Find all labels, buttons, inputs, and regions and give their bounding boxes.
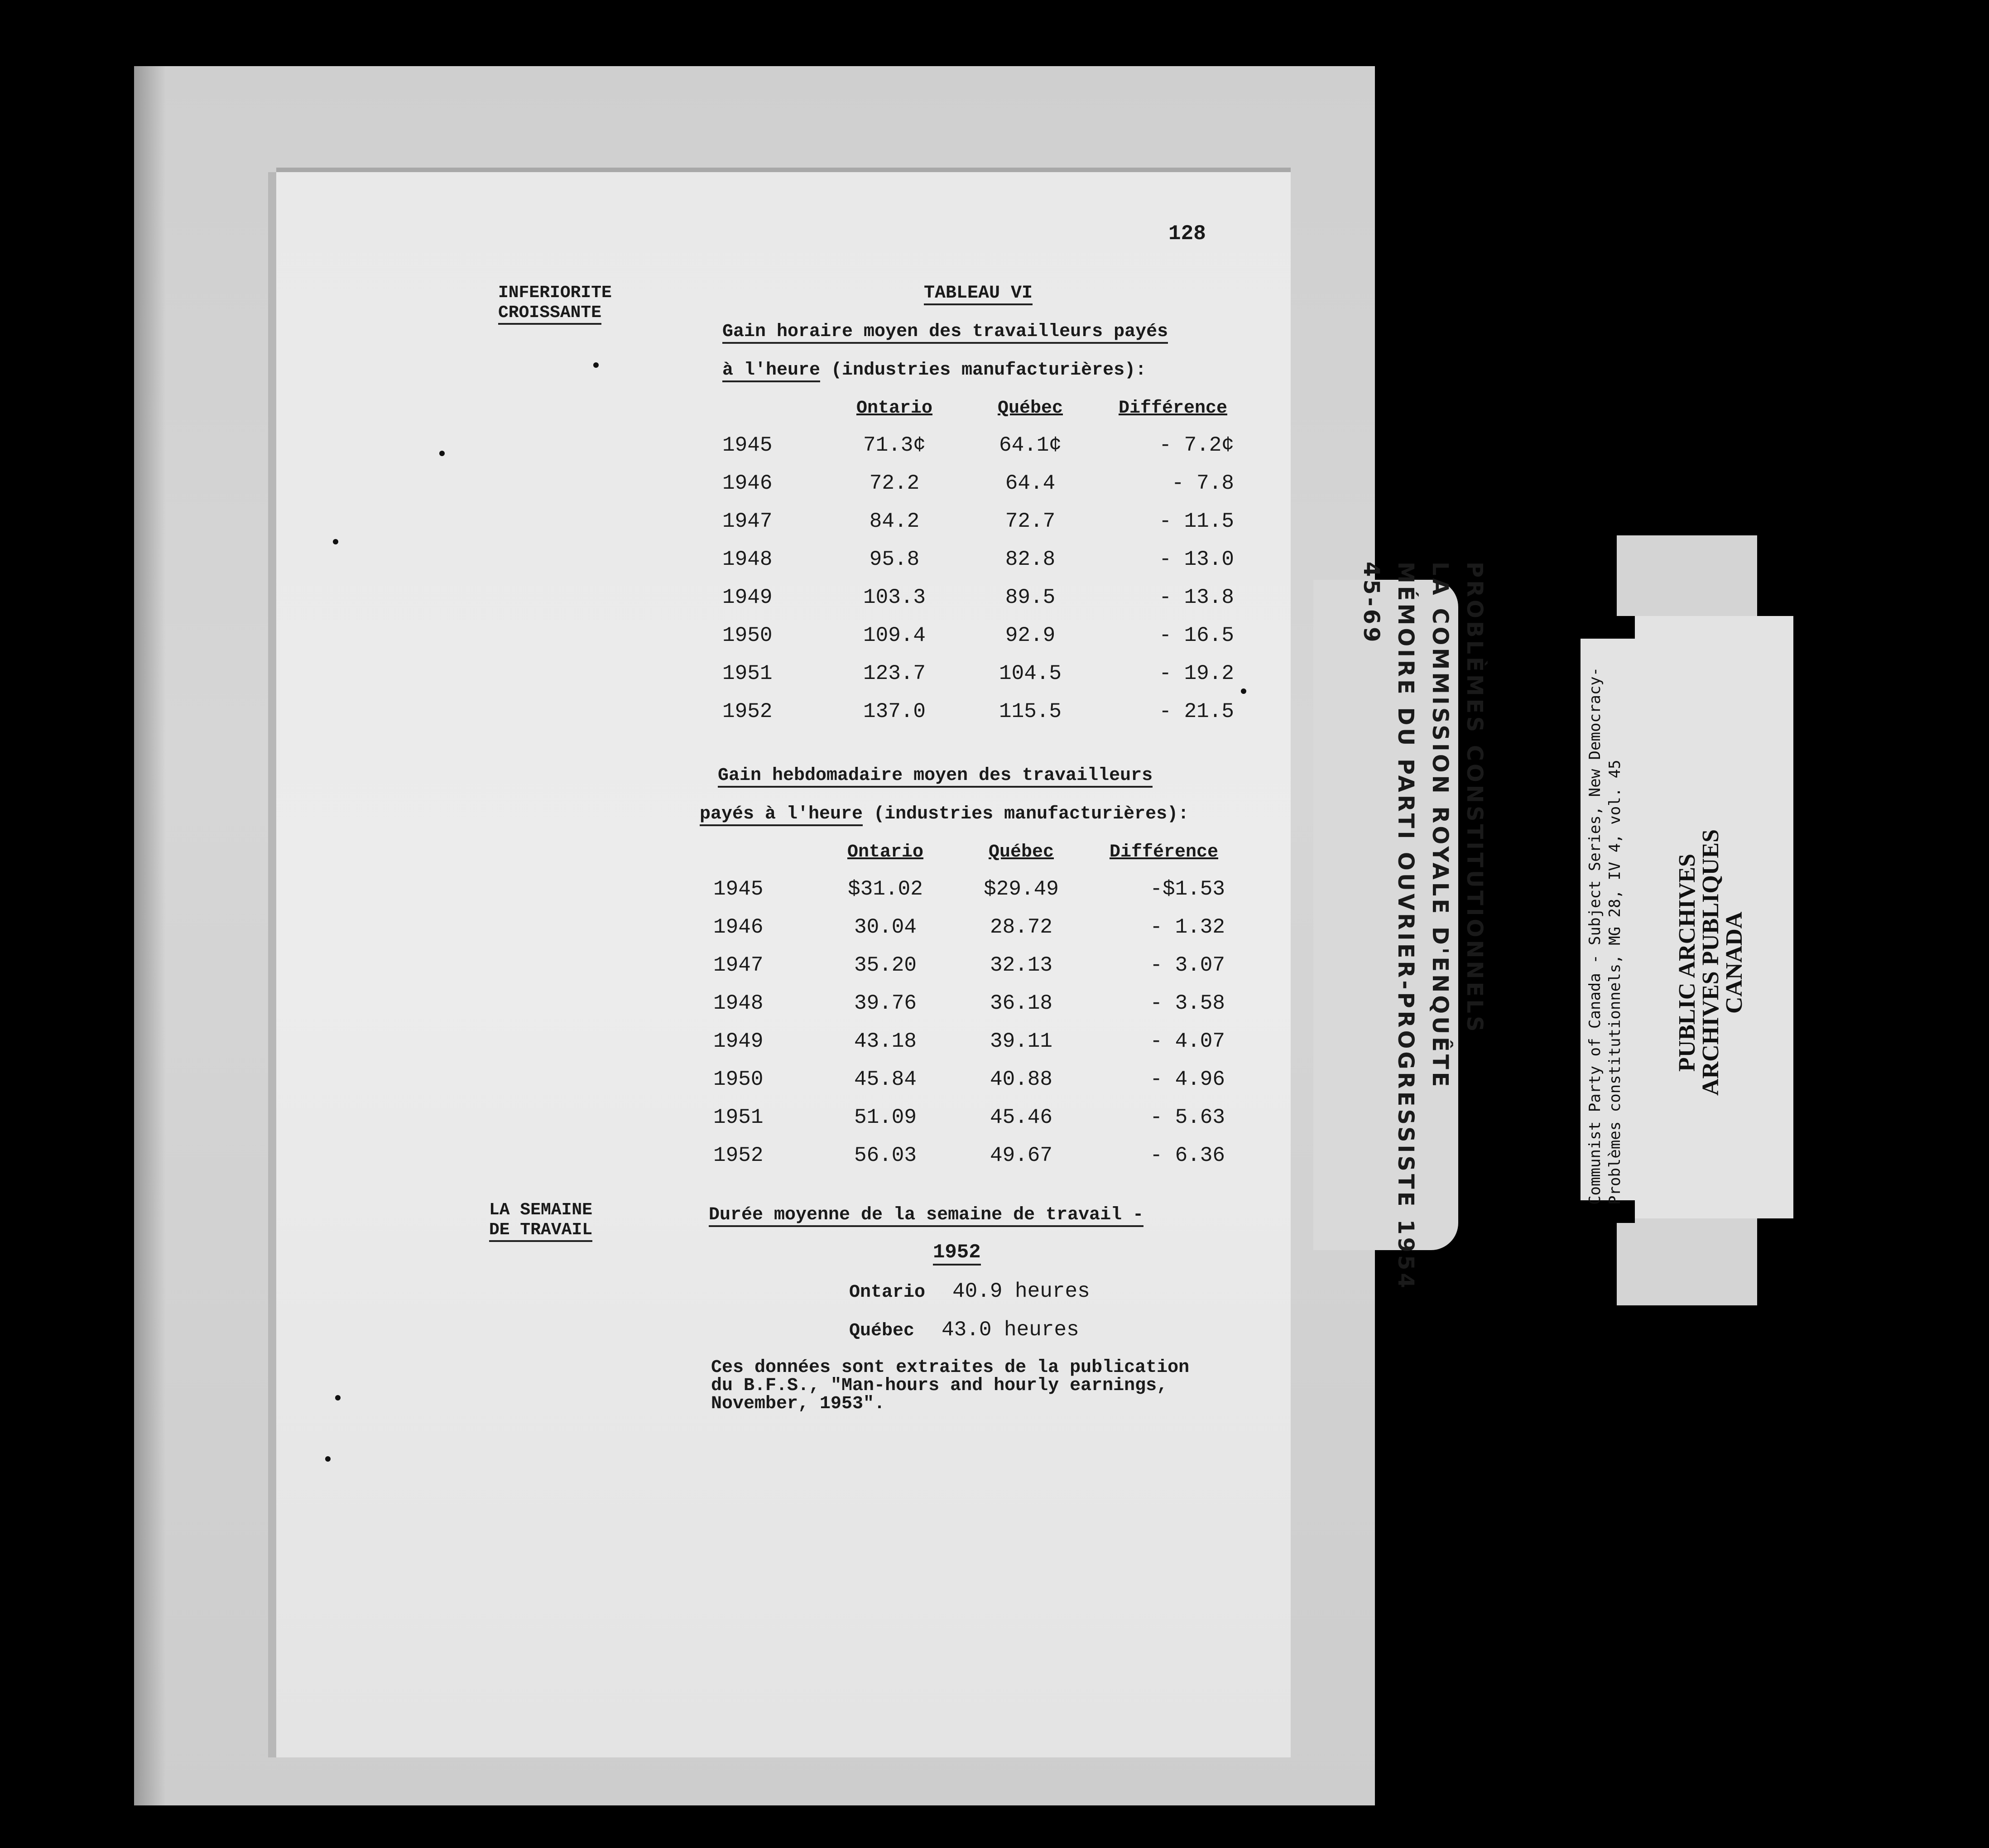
tab-handwriting [1354, 562, 1492, 1291]
workweek-heading-text: Durée moyenne de la semaine de travail - [709, 1205, 1143, 1227]
archive-reference [1585, 643, 1625, 1205]
cell-diff: - 13.8 [1159, 586, 1234, 609]
cell-quebec: 89.5 [1005, 586, 1056, 609]
cell-quebec: $29.49 [984, 877, 1059, 901]
cell-year: 1948 [722, 548, 773, 571]
cell-ontario: 51.09 [854, 1106, 917, 1129]
cell-diff: - 19.2 [1159, 662, 1234, 685]
workweek-label: Ontario [849, 1282, 926, 1303]
table-row [722, 426, 1248, 464]
archive-stamp [1676, 770, 1746, 1155]
table-row [722, 502, 1248, 540]
hourly-heading-line1 [722, 322, 1168, 342]
table-row [713, 984, 1239, 1022]
cell-ontario: 95.8 [869, 548, 920, 571]
cell-year: 1950 [722, 624, 773, 647]
cell-diff: -$1.53 [1150, 877, 1225, 901]
table-row [722, 654, 1248, 693]
cell-ontario: 71.3¢ [863, 433, 926, 457]
cell-ontario: 109.4 [863, 624, 926, 647]
header-difference: Différence [1118, 398, 1228, 419]
cell-year: 1947 [713, 953, 764, 977]
cell-ontario: 123.7 [863, 662, 926, 685]
cell-ontario: 103.3 [863, 586, 926, 609]
archive-stamp-line: CANADA [1721, 911, 1747, 1014]
table-row [722, 616, 1248, 654]
film-speck [1241, 688, 1246, 694]
cell-quebec: 82.8 [1005, 548, 1056, 571]
cell-year: 1951 [722, 662, 773, 685]
cell-year: 1945 [713, 877, 764, 901]
cell-quebec: 115.5 [999, 700, 1062, 723]
cell-ontario: 35.20 [854, 953, 917, 977]
table-row [713, 1022, 1239, 1060]
cell-diff: - 21.5 [1159, 700, 1234, 723]
cell-quebec: 40.88 [990, 1068, 1053, 1091]
table-row [722, 578, 1248, 616]
film-speck [333, 539, 338, 544]
cell-diff: - 5.63 [1150, 1106, 1225, 1129]
table-row [713, 1098, 1239, 1136]
archive-stamp-line: ARCHIVES PUBLIQUES [1698, 829, 1724, 1096]
side-note-line: LA SEMAINE [489, 1200, 593, 1220]
cell-quebec: 32.13 [990, 953, 1053, 977]
cell-ontario: 72.2 [869, 472, 920, 495]
cell-quebec: 64.4 [1005, 472, 1056, 495]
weekly-heading-rest: (industries manufacturières): [863, 804, 1189, 824]
tab-handwriting-line: 45-69 [1359, 562, 1384, 645]
cell-ontario: 84.2 [869, 510, 920, 533]
cell-quebec: 39.11 [990, 1030, 1053, 1053]
tab-handwriting-line: LA COMMISSION ROYALE D'ENQUÊTE [1427, 562, 1453, 1090]
film-speck [593, 362, 599, 368]
cell-quebec: 64.1¢ [999, 433, 1062, 457]
cell-diff: - 7.2¢ [1159, 433, 1234, 457]
side-note-line: INFERIORITE [498, 283, 612, 303]
weekly-heading-underlined: payés à l'heure [700, 804, 863, 826]
source-note [711, 1359, 1254, 1413]
cell-year: 1946 [722, 472, 773, 495]
hourly-heading-underlined: à l'heure [722, 360, 820, 382]
table-row [713, 1060, 1239, 1098]
film-edge-shadow [134, 66, 166, 1805]
cell-diff: - 11.5 [1159, 510, 1234, 533]
cell-year: 1950 [713, 1068, 764, 1091]
table-header-row [713, 840, 1239, 870]
header-ontario: Ontario [847, 842, 924, 862]
header-quebec: Québec [997, 398, 1063, 419]
hourly-heading-text: Gain horaire moyen des travailleurs payés [722, 322, 1168, 344]
cell-year: 1945 [722, 433, 773, 457]
cell-diff: - 7.8 [1171, 472, 1234, 495]
table-title: TABLEAU VI [924, 283, 1033, 305]
table-row [713, 870, 1239, 908]
header-difference: Différence [1109, 842, 1219, 862]
weekly-earnings-table [713, 840, 1239, 1174]
header-year [722, 396, 826, 426]
cell-year: 1946 [713, 915, 764, 939]
table-row [722, 693, 1248, 731]
table-row [722, 464, 1248, 502]
cell-diff: - 4.07 [1150, 1030, 1225, 1053]
side-note-line: DE TRAVAIL [489, 1220, 592, 1242]
cell-quebec: 92.9 [1005, 624, 1056, 647]
cell-year: 1951 [713, 1106, 764, 1129]
source-line: November, 1953". [711, 1394, 885, 1414]
cell-quebec: 36.18 [990, 991, 1053, 1015]
cell-ontario: 39.76 [854, 991, 917, 1015]
table-row [713, 946, 1239, 984]
tab-handwriting-line: MÉMOIRE DU PARTI OUVRIER-PROGRESSISTE 1954 [1393, 562, 1418, 1291]
cell-diff: - 6.36 [1150, 1144, 1225, 1167]
label-notch [1581, 616, 1635, 639]
table-row [713, 1136, 1239, 1174]
cell-year: 1948 [713, 991, 764, 1015]
workweek-row-quebec [849, 1318, 1079, 1342]
table-row [713, 908, 1239, 946]
weekly-heading-text: Gain hebdomadaire moyen des travailleurs [718, 765, 1153, 788]
cell-quebec: 72.7 [1005, 510, 1056, 533]
side-note-semaine [489, 1200, 592, 1242]
hourly-heading-line2 [722, 360, 1146, 380]
cell-quebec: 104.5 [999, 662, 1062, 685]
cell-diff: - 16.5 [1159, 624, 1234, 647]
workweek-year: 1952 [933, 1241, 981, 1266]
header-year [713, 840, 817, 870]
workweek-label: Québec [849, 1321, 915, 1341]
header-ontario: Ontario [856, 398, 933, 419]
cell-diff: - 4.96 [1150, 1068, 1225, 1091]
cell-ontario: $31.02 [848, 877, 923, 901]
archive-reference-line: Problèmes constitutionnels, MG 28, IV 4, vol. 45 [1606, 760, 1624, 1205]
workweek-heading [709, 1205, 1143, 1225]
cell-diff: - 1.32 [1150, 915, 1225, 939]
cell-year: 1949 [722, 586, 773, 609]
cell-year: 1952 [713, 1144, 764, 1167]
workweek-row-ontario [849, 1280, 1090, 1303]
cell-ontario: 43.18 [854, 1030, 917, 1053]
film-speck [325, 1456, 331, 1462]
archive-stamp-line: PUBLIC ARCHIVES [1674, 853, 1700, 1072]
cell-diff: - 13.0 [1159, 548, 1234, 571]
tab-handwriting-line: PROBLÈMES CONSTITUTIONNELS [1462, 562, 1487, 1035]
cell-ontario: 45.84 [854, 1068, 917, 1091]
cell-diff: - 3.07 [1150, 953, 1225, 977]
hourly-heading-rest: (industries manufacturières): [820, 360, 1147, 380]
cell-quebec: 49.67 [990, 1144, 1053, 1167]
cell-quebec: 28.72 [990, 915, 1053, 939]
cell-year: 1949 [713, 1030, 764, 1053]
archive-reference-line: Communist Party of Canada - Subject Series, New Democracy- [1586, 667, 1604, 1205]
hourly-earnings-table [722, 396, 1248, 731]
header-quebec: Québec [988, 842, 1054, 862]
weekly-heading-line1 [718, 765, 1153, 786]
cell-ontario: 137.0 [863, 700, 926, 723]
table-row [722, 540, 1248, 578]
cell-ontario: 56.03 [854, 1144, 917, 1167]
cell-year: 1947 [722, 510, 773, 533]
side-note-line: CROISSANTE [498, 303, 601, 325]
page-number: 128 [1168, 222, 1206, 245]
side-note-inferiorite [498, 283, 612, 325]
film-speck [439, 451, 445, 456]
table-header-row [722, 396, 1248, 426]
weekly-heading-line2 [700, 804, 1189, 824]
film-speck [335, 1395, 341, 1400]
workweek-value: 40.9 heures [952, 1280, 1090, 1303]
source-line: Ces données sont extraites de la publication [711, 1357, 1190, 1378]
cell-diff: - 3.58 [1150, 991, 1225, 1015]
cell-quebec: 45.46 [990, 1106, 1053, 1129]
cell-ontario: 30.04 [854, 915, 917, 939]
cell-year: 1952 [722, 700, 773, 723]
source-line: du B.F.S., "Man-hours and hourly earnings, [711, 1376, 1168, 1396]
workweek-value: 43.0 heures [942, 1318, 1079, 1342]
